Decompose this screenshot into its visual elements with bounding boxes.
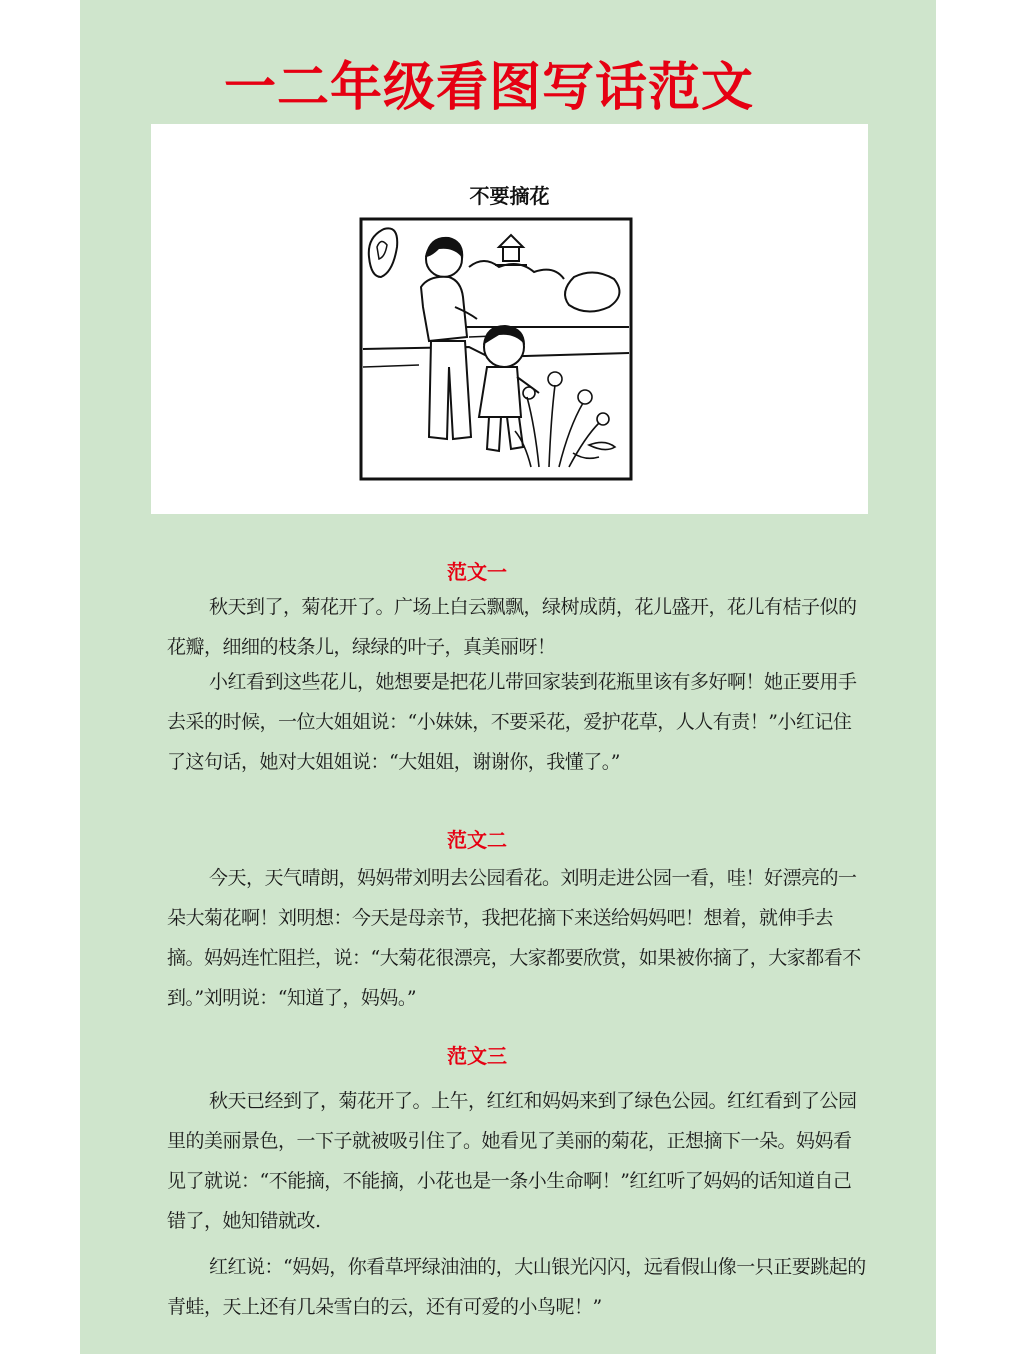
essay-1-paragraph-1: 秋天到了，菊花开了。广场上白云飘飘，绿树成荫，花儿盛开，花儿有桔子似的花瓣，细细的枝条儿，绿绿的叶子，真美丽呀！ bbox=[167, 596, 857, 658]
essay-1-heading: 范文一 bbox=[447, 560, 507, 584]
essay-2-heading: 范文二 bbox=[447, 828, 507, 852]
picture-card bbox=[151, 124, 868, 514]
essay-3-paragraph-1: 秋天已经到了，菊花开了。上午，红红和妈妈来到了绿色公园。红红看到了公园里的美丽景色，一下子就被吸引住了。她看见了美丽的菊花，正想摘下一朵。妈妈看见了就说：“不能摘，不能摘，小花也是一条小生命啊！”红红听了妈妈的话知道自己错了，她知错就改. bbox=[167, 1090, 857, 1232]
essay-3-heading: 范文三 bbox=[447, 1044, 507, 1068]
essay-1-paragraph-2: 小红看到这些花儿，她想要是把花儿带回家装到花瓶里该有多好啊！她正要用手去采的时候，一位大姐姐说：“小妹妹，不要采花，爱护花草，人人有责！”小红记住了这句话，她对大姐姐说：“大姐姐，谢谢你，我懂了。” bbox=[167, 671, 857, 773]
illustration-image bbox=[359, 217, 633, 481]
essay-2-paragraph-1: 今天，天气晴朗，妈妈带刘明去公园看花。刘明走进公园一看，哇！好漂亮的一朵大菊花啊！刘明想：今天是母亲节，我把花摘下来送给妈妈吧！想着，就伸手去摘。妈妈连忙阻拦，说：“大菊花很漂亮，大家都要欣赏，如果被你摘了，大家都看不到。”刘明说：“知道了，妈妈。” bbox=[167, 867, 861, 1009]
essay-3-paragraph-2: 红红说：“妈妈，你看草坪绿油油的，大山银光闪闪，远看假山像一只正要跳起的青蛙，天上还有几朵雪白的云，还有可爱的小鸟呢！” bbox=[167, 1256, 866, 1318]
page-title: 一二年级看图写话范文 bbox=[223, 58, 754, 118]
picture-title: 不要摘花 bbox=[469, 184, 550, 208]
